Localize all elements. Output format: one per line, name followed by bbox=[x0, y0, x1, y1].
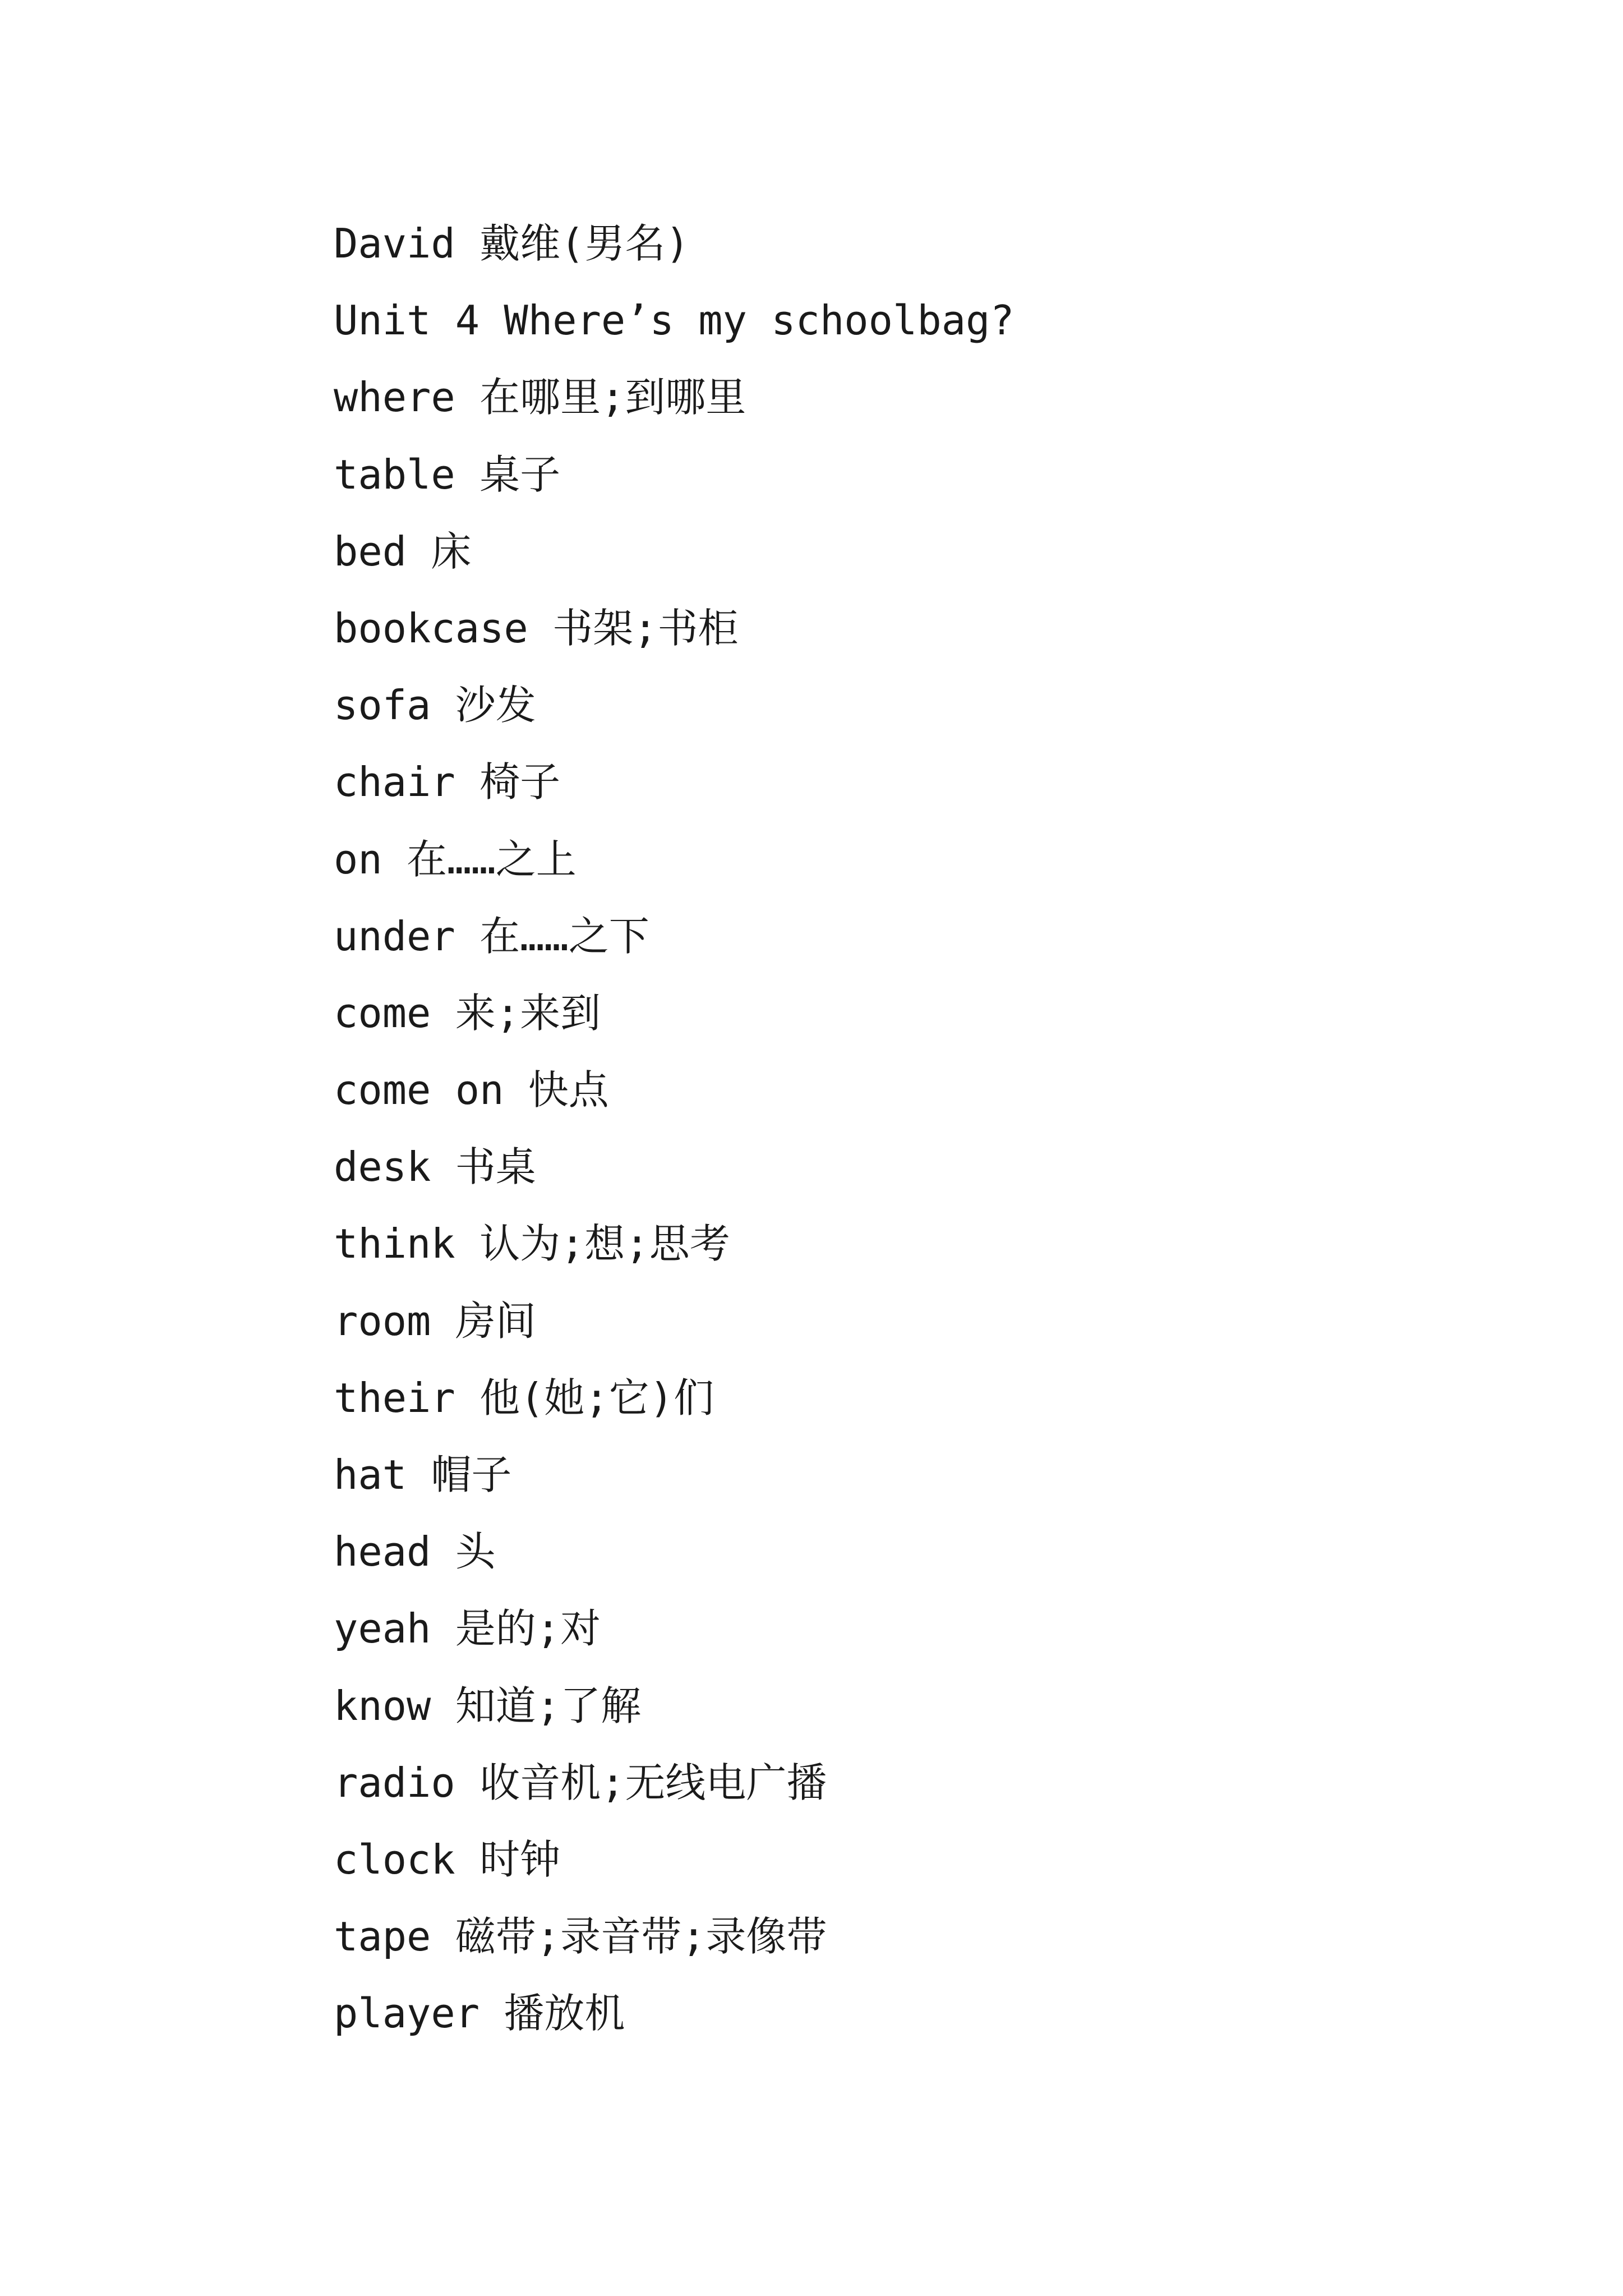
vocabulary-list bbox=[334, 218, 1015, 2065]
vocab-line: hat 帽子 bbox=[334, 1451, 512, 1498]
vocab-line: yeah 是的;对 bbox=[334, 1605, 601, 1653]
vocab-line: their 他(她;它)们 bbox=[334, 1374, 714, 1421]
vocab-line: clock 时钟 bbox=[334, 1835, 561, 1883]
vocab-line: bed 床 bbox=[334, 527, 472, 575]
vocab-line: chair 椅子 bbox=[334, 758, 561, 806]
vocab-line: radio 收音机;无线电广播 bbox=[334, 1759, 827, 1806]
vocab-line: come on 快点 bbox=[334, 1066, 609, 1114]
vocab-line: on 在……之上 bbox=[334, 835, 577, 883]
vocab-line: think 认为;想;思考 bbox=[334, 1220, 730, 1268]
vocab-line: desk 书桌 bbox=[334, 1143, 536, 1191]
vocab-line: head 头 bbox=[334, 1528, 496, 1576]
vocab-line: where 在哪里;到哪里 bbox=[334, 374, 746, 421]
vocab-line: under 在……之下 bbox=[334, 912, 649, 960]
vocab-line: come 来;来到 bbox=[334, 989, 601, 1037]
vocab-line: David 戴维(男名) bbox=[334, 220, 690, 267]
vocab-line: table 桌子 bbox=[334, 450, 561, 498]
vocab-line: room 房间 bbox=[334, 1297, 536, 1345]
vocab-line: know 知道;了解 bbox=[334, 1682, 642, 1729]
vocab-line: player 播放机 bbox=[334, 1990, 625, 2037]
vocab-line: tape 磁带;录音带;录像带 bbox=[334, 1913, 827, 1961]
unit-heading: Unit 4 Where’s my schoolbag? bbox=[334, 297, 1015, 344]
vocab-line: sofa 沙发 bbox=[334, 682, 536, 729]
vocab-line: bookcase 书架;书柜 bbox=[334, 604, 739, 652]
